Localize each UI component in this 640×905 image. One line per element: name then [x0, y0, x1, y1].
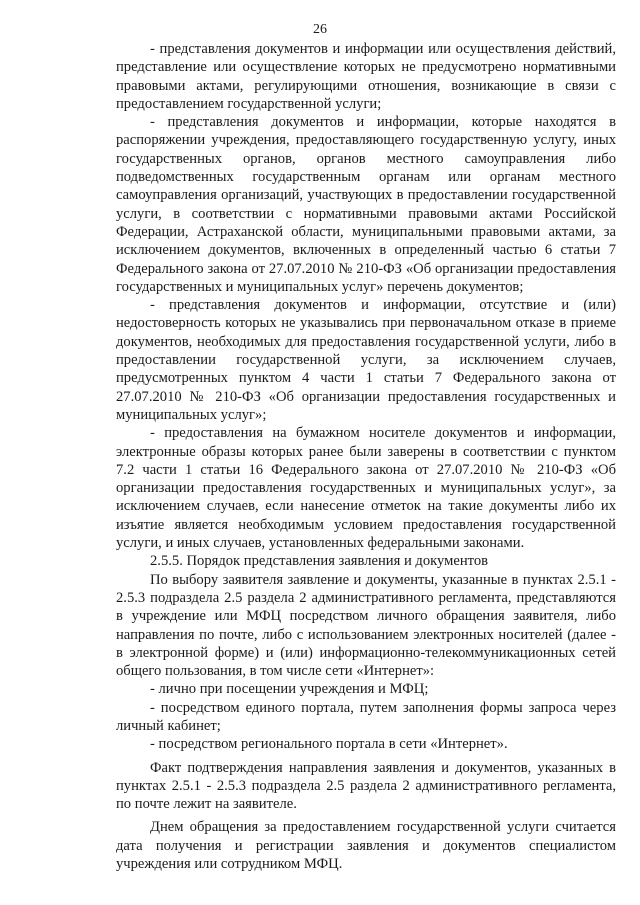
paragraph: - представления документов и информации или осуществления действий, представление или осуществление которых не предусмотрено нормативными правовыми актами, регулирующими отношения, возникающие в связи с предоставлением государственной услуги;: [116, 41, 616, 112]
list-item: - посредством регионального портала в сети «Интернет».: [150, 736, 508, 753]
paragraph: - представления документов и информации, которые находятся в распоряжении учреждения, предоставляющего государственную услугу, иных государственных органов, органов местного самоуправления либо подведомственных государственным органам или органам местного самоуправления организаций, участвующих в предоставлении государственной услуги, в соответствии с нормативными правовыми актами Российской Федерации, Астраханской области, муниципальными правовыми актами, за исключением документов, включенных в определенный частью 6 статьи 7 Федерального закона от 27.07.2010 № 210-ФЗ «Об организации предоставления государственных и муниципальных услуг» перечень документов;: [116, 114, 616, 295]
paragraph: Факт подтверждения направления заявления и документов, указанных в пунктах 2.5.1 - 2.5.3 подраздела 2.5 раздела 2 административного регламента, по почте лежит на заявителе.: [116, 759, 616, 813]
paragraph: Днем обращения за предоставлением государственной услуги считается дата получения и регистрации заявления и документов специалистом учреждения или сотрудником МФЦ.: [116, 819, 616, 873]
paragraph: По выбору заявителя заявление и документы, указанные в пунктах 2.5.1 - 2.5.3 подраздела 2.5 раздела 2 административного регламента, представляются в учреждение или МФЦ посредством личного обращения заявителя, либо направления по почте, либо с использованием электронных носителей (далее - в электронной форме) и (или) информационно-телекоммуникационных сетей общего пользования, в том числе сети «Интернет»:: [116, 571, 616, 680]
list-item: - лично при посещении учреждения и МФЦ;: [150, 681, 429, 698]
page-number: 26: [313, 22, 327, 37]
paragraph: - представления документов и информации, отсутствие и (или) недостоверность которых не указывались при первоначальном отказе в приеме документов, необходимых для предоставления государственной услуги, либо в предоставлении государственной услуги, за исключением случаев, предусмотренных пунктом 4 части 1 статьи 7 Федерального закона от 27.07.2010 № 210-ФЗ «Об организации предоставления государственных и муниципальных услуг»;: [116, 297, 616, 423]
document-body: [116, 40, 616, 873]
paragraph: - предоставления на бумажном носителе документов и информации, электронные образы которых ранее были заверены в соответствии с пунктом 7.2 части 1 статьи 16 Федерального закона от 27.07.2010 № 210-ФЗ «Об организации предоставления государственных и муниципальных услуг», за исключением случаев, если нанесение отметок на такие документы либо их изъятие является необходимым условием предоставления государственной услуги, и иных случаев, установленных федеральными законами.: [116, 425, 616, 552]
list-item: - посредством единого портала, путем заполнения формы запроса через личный кабинет;: [116, 699, 616, 734]
section-heading: 2.5.5. Порядок представления заявления и документов: [150, 553, 489, 570]
